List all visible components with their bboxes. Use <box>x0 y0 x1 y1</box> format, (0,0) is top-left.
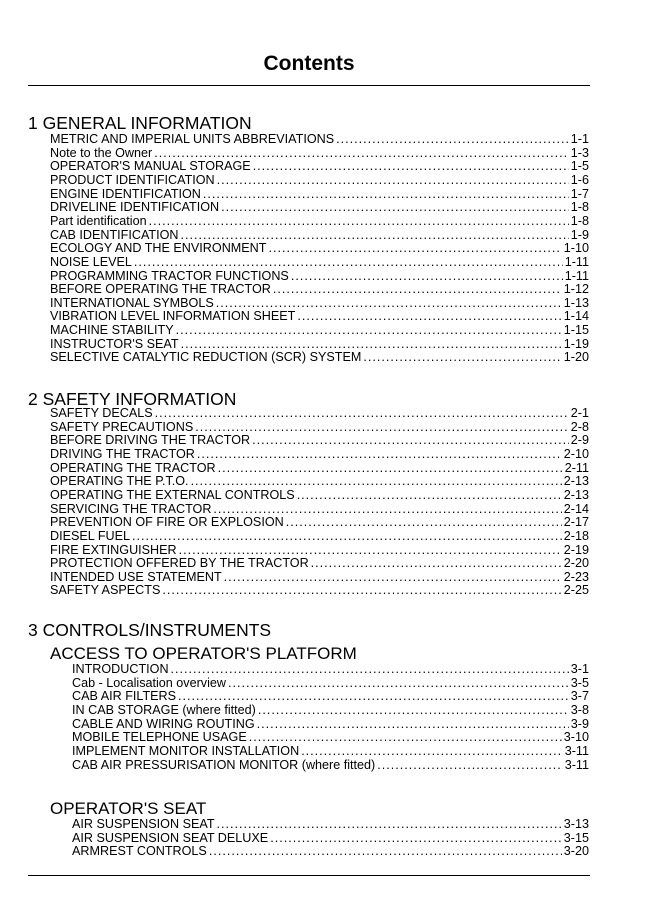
dot-leader <box>191 474 562 488</box>
dot-leader <box>197 447 562 461</box>
toc-entry[interactable] <box>72 662 589 676</box>
dot-leader <box>336 132 569 146</box>
toc-entry-page: 2-11 <box>564 460 589 475</box>
toc-entry-title: DIESEL FUEL <box>50 528 131 543</box>
toc-entry[interactable] <box>50 146 589 160</box>
toc-entry[interactable] <box>72 831 589 845</box>
toc-entry-page: 1-6 <box>570 172 589 187</box>
toc-entry[interactable] <box>50 447 589 461</box>
toc-entry[interactable] <box>72 717 589 731</box>
toc-entry-title: Part identification <box>50 213 147 228</box>
toc-entry-page: 2-18 <box>563 528 589 543</box>
toc-entry[interactable] <box>50 241 589 255</box>
dot-leader <box>134 255 563 269</box>
dot-leader <box>221 200 569 214</box>
dot-leader <box>217 817 562 831</box>
dot-leader <box>286 515 562 529</box>
toc-entry-title: NOISE LEVEL <box>50 254 132 269</box>
toc-entry-page: 3-20 <box>563 844 589 859</box>
toc-entry-title: SAFETY DECALS <box>50 406 153 420</box>
toc-entry-title: PREVENTION OF FIRE OR EXPLOSION <box>50 515 284 530</box>
toc-entry-page: 1-7 <box>570 186 589 201</box>
toc-entry-page: 3-10 <box>563 730 589 745</box>
toc-entry[interactable] <box>50 255 589 269</box>
toc-entry[interactable] <box>72 817 589 831</box>
dot-leader <box>224 570 562 584</box>
dot-leader <box>311 556 562 570</box>
toc-entry[interactable] <box>50 132 589 146</box>
dot-leader <box>249 730 562 744</box>
toc-entry[interactable] <box>72 730 589 744</box>
toc-entry[interactable] <box>50 269 589 283</box>
toc-entry-title: Cab - Localisation overview <box>72 675 226 690</box>
toc-entry[interactable] <box>50 529 589 543</box>
toc-entry-title: PROGRAMMING TRACTOR FUNCTIONS <box>50 268 289 283</box>
dot-leader <box>181 337 562 351</box>
toc-entry-title: ARMREST CONTROLS <box>72 844 207 859</box>
toc-entry[interactable] <box>50 350 589 364</box>
toc-entry[interactable] <box>50 159 589 173</box>
toc-entry-page: 3-8 <box>570 702 589 717</box>
dot-leader <box>155 406 569 420</box>
dot-leader <box>218 461 563 475</box>
toc-entry-page: 1-13 <box>563 295 589 310</box>
toc-entry-title: Note to the Owner <box>50 145 153 160</box>
toc-entry[interactable] <box>72 844 589 858</box>
toc-entry-title: OPERATOR'S MANUAL STORAGE <box>50 159 251 174</box>
toc-entry-page: 1-3 <box>570 145 589 160</box>
toc-entry-title: METRIC AND IMPERIAL UNITS ABBREVIATIONS <box>50 132 335 146</box>
toc-entry-page: 2-20 <box>563 556 589 571</box>
section-heading: 2 SAFETY INFORMATION <box>28 389 237 409</box>
toc-entry[interactable] <box>50 583 589 597</box>
dot-leader <box>258 703 569 717</box>
dot-leader <box>253 159 569 173</box>
page-title: Contents <box>263 52 355 75</box>
dot-leader <box>291 269 563 283</box>
toc-entry[interactable] <box>50 474 589 488</box>
toc-entry[interactable] <box>50 515 589 529</box>
toc-entry-page: 1-5 <box>570 159 589 174</box>
toc-entry[interactable] <box>50 543 589 557</box>
dot-leader <box>252 433 569 447</box>
toc-entry-page: 2-10 <box>563 446 589 461</box>
toc-entry-page: 1-19 <box>563 336 589 351</box>
toc-entry[interactable] <box>50 173 589 187</box>
toc-entry-title: SERVICING THE TRACTOR <box>50 501 212 516</box>
toc-entry-page: 2-25 <box>563 583 589 598</box>
toc-entry-page: 1-15 <box>563 323 589 338</box>
toc-entry-page: 2-1 <box>570 406 589 420</box>
toc-entry-title: IMPLEMENT MONITOR INSTALLATION <box>72 743 300 758</box>
dot-leader <box>171 662 569 676</box>
toc-entry-page: 3-15 <box>563 830 589 845</box>
toc-entry-page: 1-9 <box>570 227 589 242</box>
toc-entry-page: 3-9 <box>570 716 589 731</box>
dot-leader <box>270 831 562 845</box>
toc-entry-page: 1-12 <box>563 282 589 297</box>
toc-entry-title: VIBRATION LEVEL INFORMATION SHEET <box>50 309 296 324</box>
toc-entry-title: DRIVELINE IDENTIFICATION <box>50 200 220 215</box>
dot-leader <box>301 744 563 758</box>
toc-entry-title: PROTECTION OFFERED BY THE TRACTOR <box>50 556 309 571</box>
toc-entry-title: ECOLOGY AND THE ENVIRONMENT <box>50 241 267 256</box>
toc-entry[interactable] <box>50 296 589 310</box>
dot-leader <box>297 309 561 323</box>
toc-entry[interactable] <box>50 337 589 351</box>
toc-entry[interactable] <box>50 420 589 434</box>
toc-entry-title: INTRODUCTION <box>72 662 169 676</box>
toc-entry[interactable] <box>50 323 589 337</box>
toc-entry[interactable] <box>72 676 589 690</box>
section-heading: 1 GENERAL INFORMATION <box>28 113 252 133</box>
dot-leader <box>216 296 562 310</box>
toc-entry-title: DRIVING THE TRACTOR <box>50 446 195 461</box>
toc-entry-title: BEFORE OPERATING THE TRACTOR <box>50 282 271 297</box>
toc-entry[interactable] <box>50 309 589 323</box>
toc-entry-page: 3-13 <box>563 817 589 831</box>
toc-entry-page: 3-11 <box>564 743 589 758</box>
toc-entry-title: MACHINE STABILITY <box>50 323 174 338</box>
toc-entry[interactable] <box>50 502 589 516</box>
toc-entry-page: 3-7 <box>570 689 589 704</box>
subsection-heading: ACCESS TO OPERATOR'S PLATFORM <box>50 644 357 663</box>
toc-entry[interactable] <box>50 433 589 447</box>
toc-entry[interactable] <box>72 744 589 758</box>
toc-entry[interactable] <box>50 556 589 570</box>
toc-entry-page: 3-5 <box>570 675 589 690</box>
dot-leader <box>176 323 562 337</box>
toc-entry[interactable] <box>50 200 589 214</box>
dot-leader <box>203 187 569 201</box>
toc-entry-title: FIRE EXTINGUISHER <box>50 542 177 557</box>
dot-leader <box>297 488 562 502</box>
dot-leader <box>149 214 569 228</box>
toc-entry-page: 2-9 <box>570 433 589 448</box>
toc-entry-title: SELECTIVE CATALYTIC REDUCTION (SCR) SYSTEM <box>50 350 362 365</box>
toc-entry-title: OPERATING THE EXTERNAL CONTROLS <box>50 487 295 502</box>
toc-entry-title: AIR SUSPENSION SEAT <box>72 817 215 831</box>
toc-entry[interactable] <box>50 214 589 228</box>
bottom-divider <box>28 875 590 876</box>
toc-entry-title: INTERNATIONAL SYMBOLS <box>50 295 214 310</box>
toc-entry-page: 2-23 <box>563 569 589 584</box>
dot-leader <box>181 228 569 242</box>
dot-leader <box>179 543 562 557</box>
toc-entry-page: 1-8 <box>570 200 589 215</box>
toc-entry[interactable] <box>50 461 589 475</box>
toc-entry-title: INSTRUCTOR'S SEAT <box>50 336 179 351</box>
toc-entry-title: CABLE AND WIRING ROUTING <box>72 716 255 731</box>
toc-entry[interactable] <box>50 570 589 584</box>
toc-entry-title: AIR SUSPENSION SEAT DELUXE <box>72 830 269 845</box>
toc-entry-page: 1-8 <box>570 213 589 228</box>
dot-leader <box>217 173 569 187</box>
toc-entry[interactable] <box>72 758 589 772</box>
dot-leader <box>377 758 562 772</box>
dot-leader <box>195 420 569 434</box>
dot-leader <box>209 844 562 858</box>
toc-entry-title: CAB AIR FILTERS <box>72 689 177 704</box>
toc-entry-page: 1-10 <box>563 241 589 256</box>
toc-entry-title: SAFETY PRECAUTIONS <box>50 419 194 434</box>
toc-entry[interactable] <box>72 703 589 717</box>
toc-entry[interactable] <box>50 228 589 242</box>
toc-entry-title: SAFETY ASPECTS <box>50 583 161 598</box>
toc-entry-page: 1-20 <box>563 350 589 365</box>
dot-leader <box>178 689 569 703</box>
toc-entry-title: PRODUCT IDENTIFICATION <box>50 172 215 187</box>
toc-entry-page: 2-19 <box>563 542 589 557</box>
toc-entry-page: 3-11 <box>564 757 589 772</box>
dot-leader <box>213 502 561 516</box>
toc-entry-title: BEFORE DRIVING THE TRACTOR <box>50 433 251 448</box>
dot-leader <box>363 350 561 364</box>
toc-entry-title: IN CAB STORAGE (where fitted) <box>72 702 256 717</box>
dot-leader <box>132 529 562 543</box>
toc-entry[interactable] <box>50 282 589 296</box>
toc-entry-page: 1-11 <box>564 254 589 269</box>
toc-entry-title: CAB IDENTIFICATION <box>50 227 179 242</box>
dot-leader <box>257 717 569 731</box>
toc-entry-title: CAB AIR PRESSURISATION MONITOR (where fitted) <box>72 757 376 772</box>
dot-leader <box>228 676 569 690</box>
toc-entry-page: 2-13 <box>563 487 589 502</box>
dot-leader <box>162 583 561 597</box>
toc-entry-page: 2-17 <box>563 515 589 530</box>
toc-entry-title: MOBILE TELEPHONE USAGE <box>72 730 247 745</box>
toc-entry[interactable] <box>72 689 589 703</box>
top-divider <box>28 85 590 86</box>
subsection-heading: OPERATOR'S SEAT <box>50 799 207 818</box>
toc-entry[interactable] <box>50 488 589 502</box>
toc-entry-page: 2-8 <box>570 419 589 434</box>
dot-leader <box>273 282 562 296</box>
toc-entry-page: 2-14 <box>563 501 589 516</box>
toc-entry-page: 2-13 <box>563 474 589 489</box>
section-heading: 3 CONTROLS/INSTRUMENTS <box>28 620 272 640</box>
toc-entry-title: OPERATING THE TRACTOR <box>50 460 216 475</box>
toc-entry-page: 1-11 <box>564 268 589 283</box>
toc-entry-page: 1-14 <box>563 309 589 324</box>
toc-entry-page: 3-1 <box>570 662 589 676</box>
toc-entry[interactable] <box>50 187 589 201</box>
dot-leader <box>268 241 561 255</box>
toc-entry-title: OPERATING THE P.T.O. <box>50 474 189 489</box>
toc-entry-page: 1-1 <box>570 132 589 146</box>
toc-entry[interactable] <box>50 406 589 420</box>
dot-leader <box>154 146 569 160</box>
toc-entry-title: INTENDED USE STATEMENT <box>50 569 222 584</box>
toc-entry-title: ENGINE IDENTIFICATION <box>50 186 201 201</box>
